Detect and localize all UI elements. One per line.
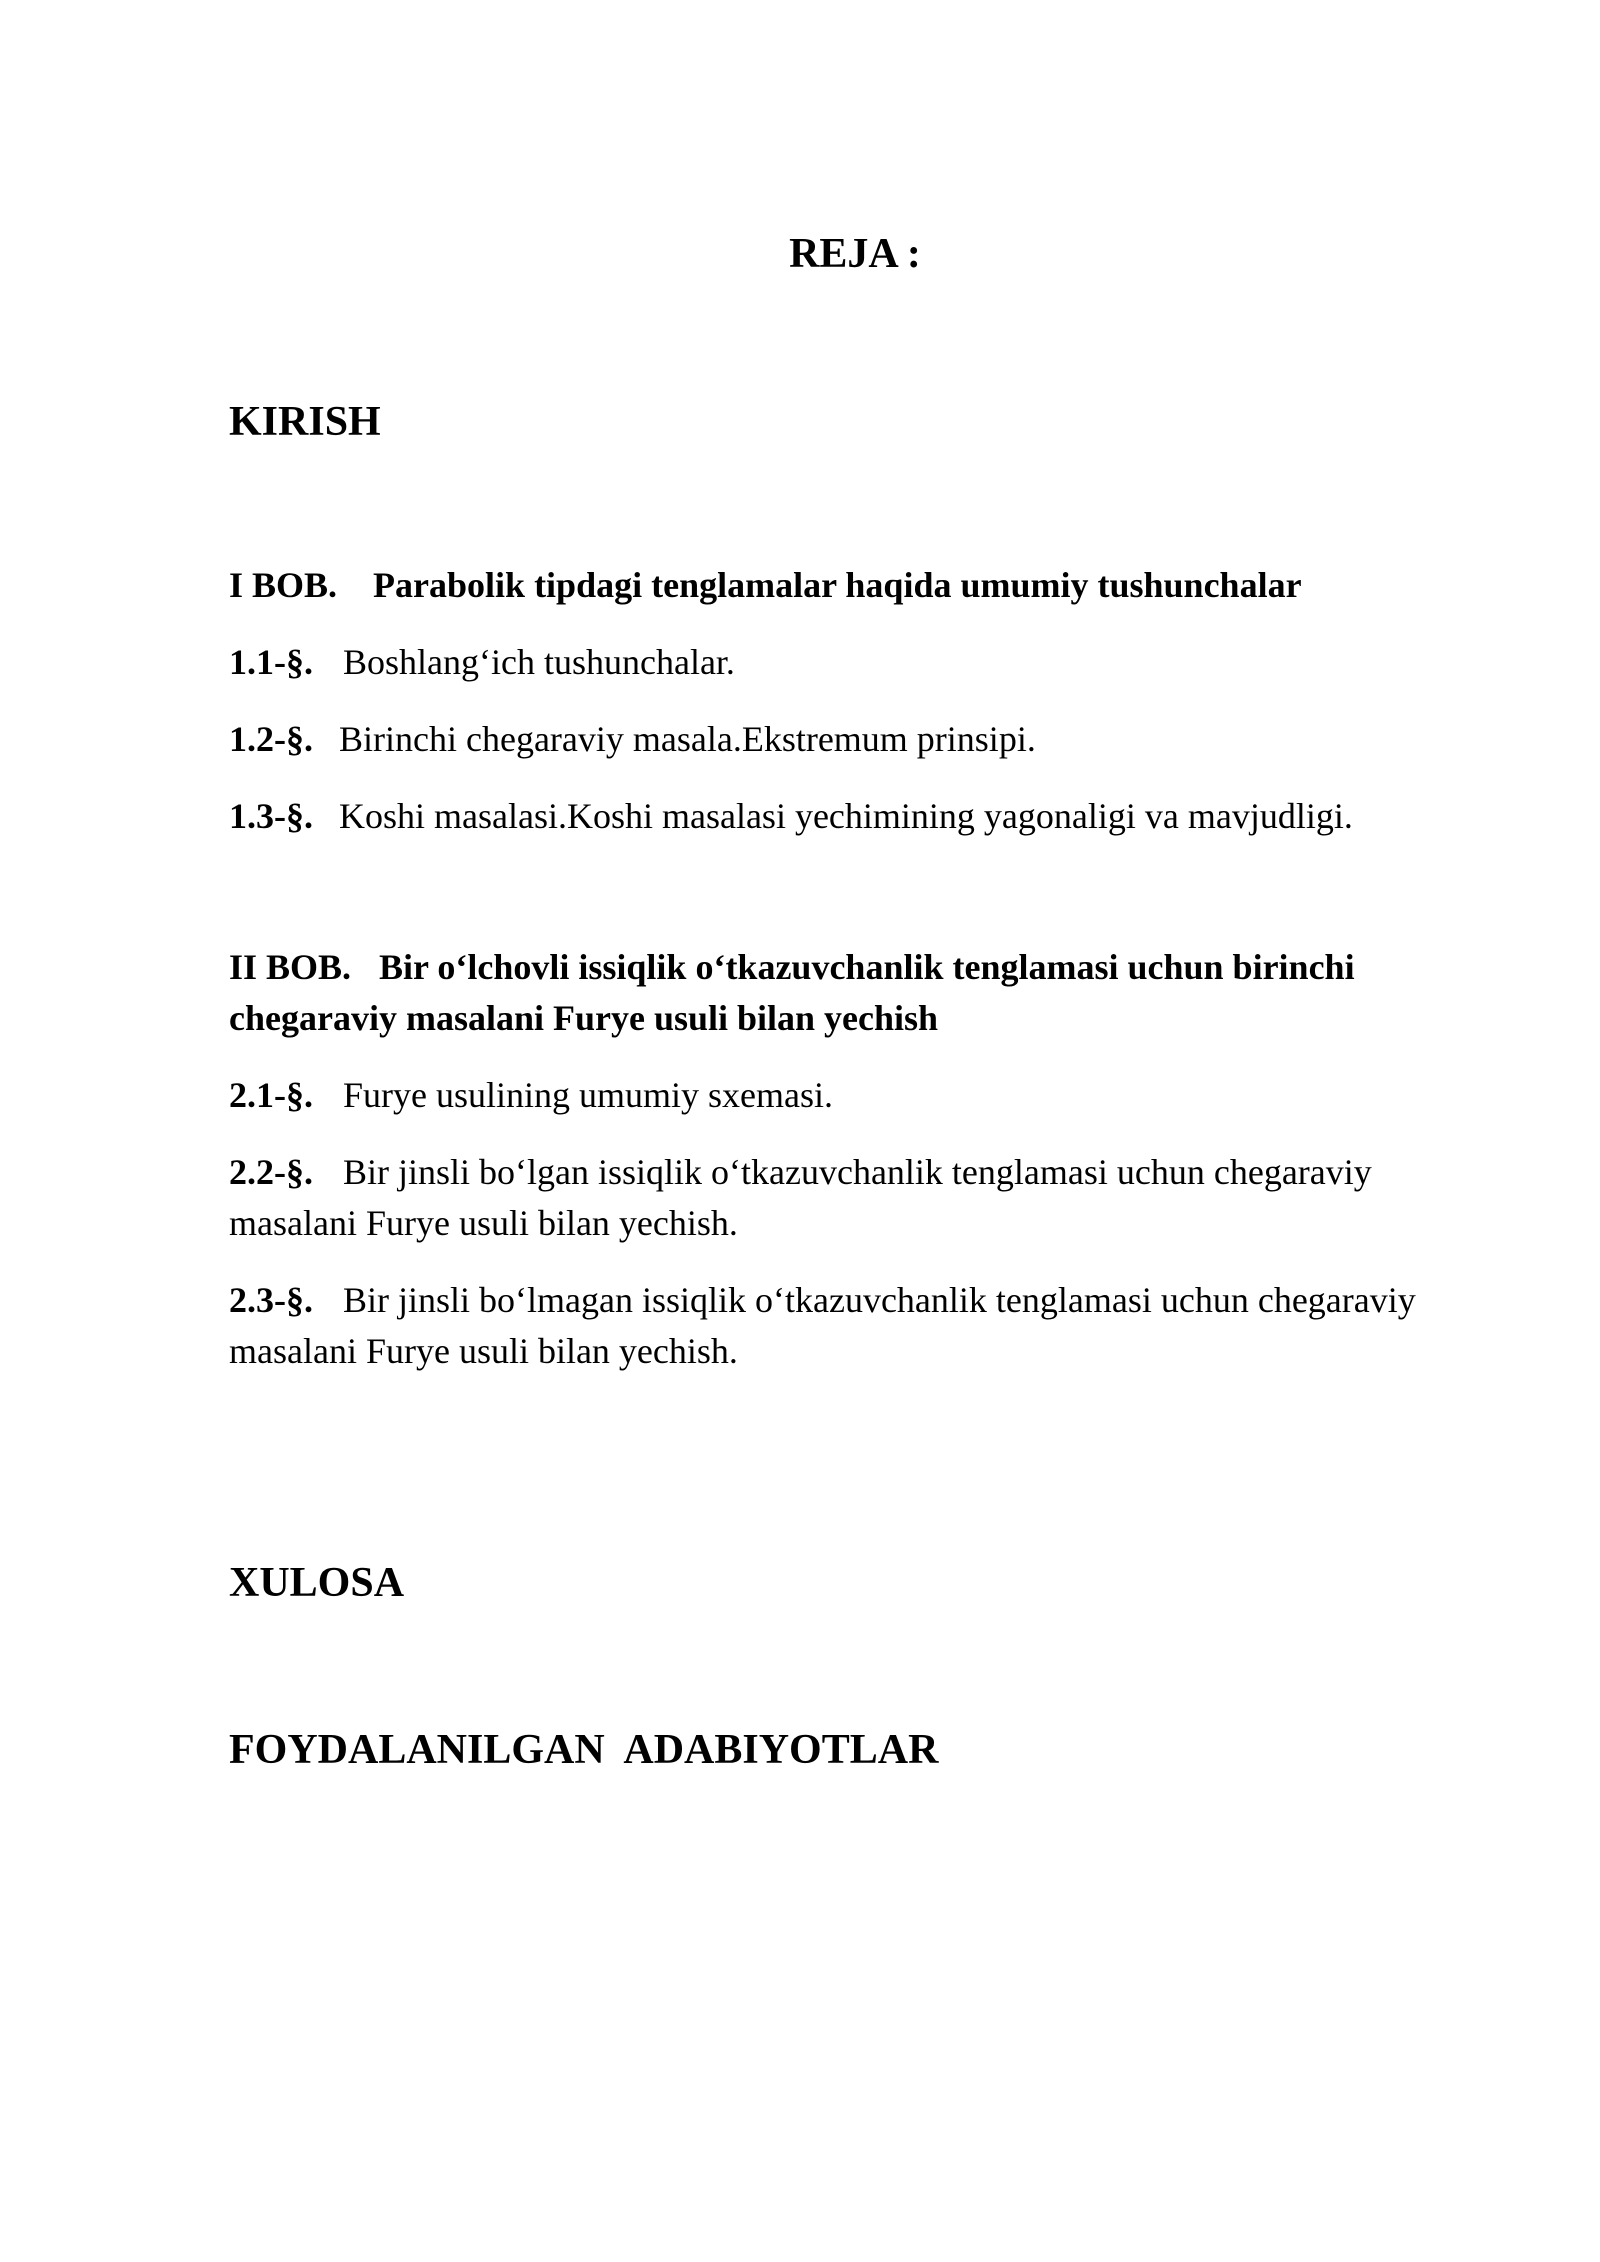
toc-item-2-1	[229, 1070, 1479, 1121]
chapter-2-title: Bir o‘lchovli issiqlik o‘tkazuvchanlik tenglamasi uchun birinchi chegaraviy masalani Furye usuli bilan yechish	[229, 947, 1355, 1038]
references-heading: FOYDALANILGAN ADABIYOTLAR	[229, 1727, 939, 1773]
intro-heading: KIRISH	[229, 399, 381, 445]
toc-item-text: Furye usulining umumiy sxemasi.	[343, 1075, 833, 1115]
toc-item-text: Birinchi chegaraviy masala.Ekstremum prinsipi.	[339, 719, 1036, 759]
chapter-1-title: Parabolik tipdagi tenglamalar haqida umumiy tushunchalar	[373, 565, 1302, 605]
page-title: REJA :	[789, 231, 921, 277]
toc-item-1-1	[229, 637, 1479, 688]
toc-item-text: Boshlang‘ich tushunchalar.	[343, 642, 735, 682]
toc-item-2-3	[229, 1275, 1479, 1377]
chapter-1-number: I BOB.	[229, 565, 338, 605]
toc-item-text: Bir jinsli bo‘lgan issiqlik o‘tkazuvchanlik tenglamasi uchun chegaraviy masalani Furye usuli bilan yechish.	[229, 1152, 1372, 1243]
toc-item-number: 1.1-§.	[229, 642, 313, 682]
chapter-1-heading	[229, 560, 1479, 611]
toc-item-number: 2.3-§.	[229, 1280, 313, 1320]
toc-item-text: Bir jinsli bo‘lmagan issiqlik o‘tkazuvchanlik tenglamasi uchun chegaraviy masalani Furye usuli bilan yechish.	[229, 1280, 1416, 1371]
chapter-2-number: II BOB.	[229, 947, 352, 987]
toc-item-2-2	[229, 1147, 1479, 1249]
toc-item-number: 1.2-§.	[229, 719, 313, 759]
chapter-2-heading	[229, 942, 1479, 1044]
toc-item-number: 1.3-§.	[229, 796, 313, 836]
toc-item-number: 2.2-§.	[229, 1152, 313, 1192]
toc-item-text: Koshi masalasi.Koshi masalasi yechimining yagonaligi va mavjudligi.	[339, 796, 1353, 836]
conclusion-heading: XULOSA	[229, 1560, 405, 1606]
toc-item-1-2	[229, 714, 1479, 765]
toc-item-1-3	[229, 791, 1479, 842]
toc-item-number: 2.1-§.	[229, 1075, 313, 1115]
